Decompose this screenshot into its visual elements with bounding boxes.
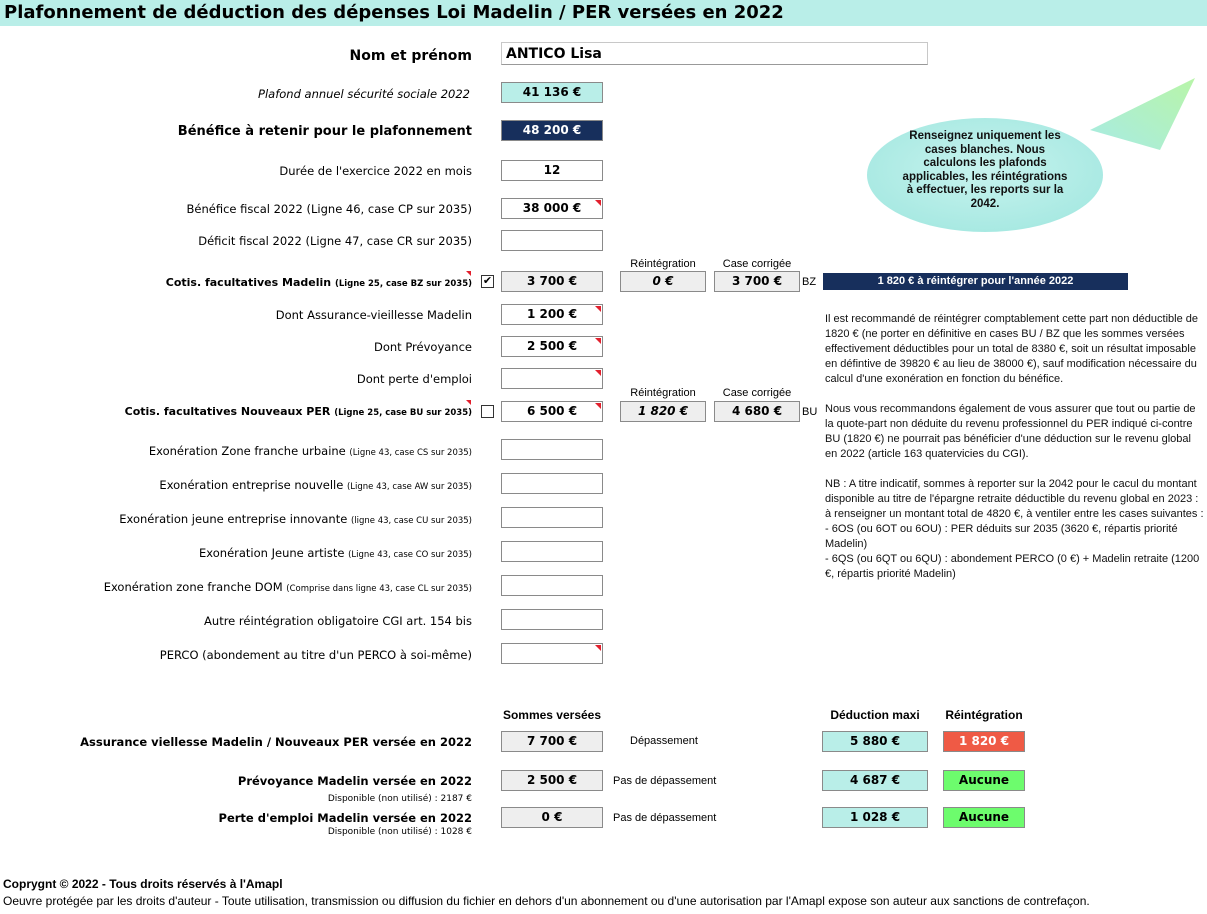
madelin-reint-value: 0 € — [620, 271, 706, 292]
per-corr-head: Case corrigée — [722, 387, 792, 399]
summary-head-sommes: Sommes versées — [502, 708, 602, 722]
footer-legal: Oeuvre protégée par les droits d'auteur - Toute utilisation, transmission ou diffusion du fichier en dehors d'un abonnement ou d'une autorisation par l'Amapl expose son auteur aux sanctions de contrefaçon. — [3, 894, 1090, 908]
benefice-fiscal-label: Bénéfice fiscal 2022 (Ligne 46, case CP sur 2035) — [186, 202, 472, 216]
deficit-label: Déficit fiscal 2022 (Ligne 47, case CR sur 2035) — [198, 234, 472, 248]
name-label: Nom et prénom — [349, 48, 472, 64]
madelin-label-small: (Ligne 25, case BZ sur 2035) — [334, 279, 472, 289]
av-madelin-input[interactable]: 1 200 € — [501, 304, 603, 325]
summary-row-label: Prévoyance Madelin versée en 2022 — [237, 774, 472, 788]
per-input[interactable]: 6 500 € — [501, 401, 603, 422]
madelin-label-main: Cotis. facultatives Madelin — [165, 276, 332, 289]
exo-label: PERCO (abondement au titre d'un PERCO à soi-même) — [159, 648, 472, 662]
summary-head-reint: Réintégration — [945, 708, 1023, 722]
av-madelin-label: Dont Assurance-vieillesse Madelin — [275, 308, 472, 322]
summary-reint: 1 820 € — [943, 731, 1025, 752]
name-input[interactable]: ANTICO Lisa — [501, 42, 928, 65]
exo-label: Exonération zone franche DOM (Comprise dans ligne 43, case CL sur 2035) — [103, 580, 472, 594]
summary-sommes: 7 700 € — [501, 731, 603, 752]
bubble-text: Renseignez uniquement les cases blanches. Nous calculons les plafonds applicables, les réintégrations à effectuer, les reports sur la 2042. — [902, 130, 1068, 210]
exo-label: Exonération Jeune artiste (Ligne 43, case CO sur 2035) — [199, 546, 472, 560]
summary-reint: Aucune — [943, 807, 1025, 828]
exo-input[interactable] — [501, 643, 603, 664]
summary-status: Pas de dépassement — [613, 812, 717, 824]
summary-status: Pas de dépassement — [613, 775, 717, 787]
madelin-label — [166, 276, 472, 289]
benefice-fiscal-input[interactable]: 38 000 € — [501, 198, 603, 219]
summary-row-sub: Disponible (non utilisé) : 2187 € — [327, 794, 472, 804]
exo-label: Exonération Zone franche urbaine (Ligne 43, case CS sur 2035) — [148, 444, 472, 458]
per-label-main: Cotis. facultatives Nouveaux PER — [124, 405, 331, 418]
comment-marker — [466, 271, 471, 276]
per-label — [125, 405, 472, 418]
reintegration-banner: 1 820 € à réintégrer pour l'année 2022 — [823, 273, 1128, 290]
per-label-small: (Ligne 25, case BU sur 2035) — [334, 408, 472, 418]
comment-marker — [466, 400, 471, 405]
exo-label: Autre réintégration obligatoire CGI art. 154 bis — [204, 614, 472, 628]
madelin-corr-head: Case corrigée — [722, 258, 792, 270]
summary-sommes: 0 € — [501, 807, 603, 828]
check-icon: ✔ — [482, 275, 493, 287]
note-paragraph: - 6QS (ou 6QT ou 6QU) : abondement PERCO (0 €) + Madelin retraite (1200 €, répartis priorité Madelin) — [825, 553, 1200, 580]
note-paragraph: Nous vous recommandons également de vous assurer que tout ou partie de la quote-part non déduite du revenu professionnel du PER indiqué ci-contre BU (1820 €) ne pourrait pas bénéficier d'une déduction sur le revenu global en 2022 (article 163 quatervicies du CGI). — [825, 403, 1196, 460]
copyright: Coprygnt © 2022 - Tous droits réservés à l'Amapl — [3, 877, 283, 891]
per-reint-value: 1 820 € — [620, 401, 706, 422]
pass-value: 41 136 € — [501, 82, 603, 103]
per-case-code: BU — [802, 406, 818, 418]
summary-head-deduction: Déduction maxi — [830, 708, 920, 722]
madelin-reint-head: Réintégration — [630, 258, 696, 270]
exo-input[interactable] — [501, 439, 603, 460]
pass-label: Plafond annuel sécurité sociale 2022 — [258, 87, 470, 101]
perte-input[interactable] — [501, 368, 603, 389]
prevoyance-label: Dont Prévoyance — [373, 340, 472, 354]
exo-input[interactable] — [501, 507, 603, 528]
prevoyance-input[interactable]: 2 500 € — [501, 336, 603, 357]
exo-input[interactable] — [501, 609, 603, 630]
per-corr-value: 4 680 € — [714, 401, 800, 422]
summary-row-label: Perte d'emploi Madelin versée en 2022 — [218, 811, 472, 825]
madelin-value: 3 700 € — [501, 271, 603, 292]
duree-input[interactable]: 12 — [501, 160, 603, 181]
madelin-case-code: BZ — [802, 276, 817, 288]
exo-label: Exonération entreprise nouvelle (Ligne 43, case AW sur 2035) — [159, 478, 472, 492]
note-paragraph: Il est recommandé de réintégrer comptablement cette part non déductible de 1820 € (ne porter en définitive en cases BU / BZ que les sommes versées effectivement déductibles pour un total de 8380 €, soit un résultat imposable en défintive de 39820 € au lieu de 38000 €), sauf modification nécessaire du calcul d'une exonération en fonction du bénéfice. — [825, 313, 1198, 385]
exo-input[interactable] — [501, 575, 603, 596]
exo-input[interactable] — [501, 473, 603, 494]
summary-status: Dépassement — [630, 735, 698, 747]
summary-sommes: 2 500 € — [501, 770, 603, 791]
summary-row-label: Assurance viellesse Madelin / Nouveaux PER versée en 2022 — [80, 735, 472, 749]
exo-input[interactable] — [501, 541, 603, 562]
exo-label: Exonération jeune entreprise innovante (ligne 43, case CU sur 2035) — [119, 512, 472, 526]
duree-label: Durée de l'exercice 2022 en mois — [279, 164, 472, 178]
madelin-checkbox[interactable] — [481, 275, 494, 288]
note-paragraph: NB : A titre indicatif, sommes à reporter sur la 2042 pour le cacul du montant disponible au titre de l'épargne retraite déductible du revenu global en 2023 : à renseigner un montant total de 4820 €, à ventiler entre les cases suivantes : — [825, 478, 1204, 520]
page-title: Plafonnement de déduction des dépenses Loi Madelin / PER versées en 2022 — [4, 2, 784, 23]
summary-deduction: 4 687 € — [822, 770, 928, 791]
notes-block — [825, 312, 1205, 582]
summary-deduction: 5 880 € — [822, 731, 928, 752]
madelin-corr-value: 3 700 € — [714, 271, 800, 292]
benefice-retenir-value: 48 200 € — [501, 120, 603, 141]
summary-row-sub: Disponible (non utilisé) : 1028 € — [327, 827, 472, 837]
summary-deduction: 1 028 € — [822, 807, 928, 828]
perte-label: Dont perte d'emploi — [356, 372, 472, 386]
benefice-retenir-label: Bénéfice à retenir pour le plafonnement — [177, 124, 472, 139]
deficit-input[interactable] — [501, 230, 603, 251]
note-paragraph: - 6OS (ou 6OT ou 6OU) : PER déduits sur 2035 (3620 €, répartis priorité Madelin) — [825, 523, 1178, 550]
per-checkbox[interactable] — [481, 405, 494, 418]
summary-reint: Aucune — [943, 770, 1025, 791]
per-reint-head: Réintégration — [630, 387, 696, 399]
